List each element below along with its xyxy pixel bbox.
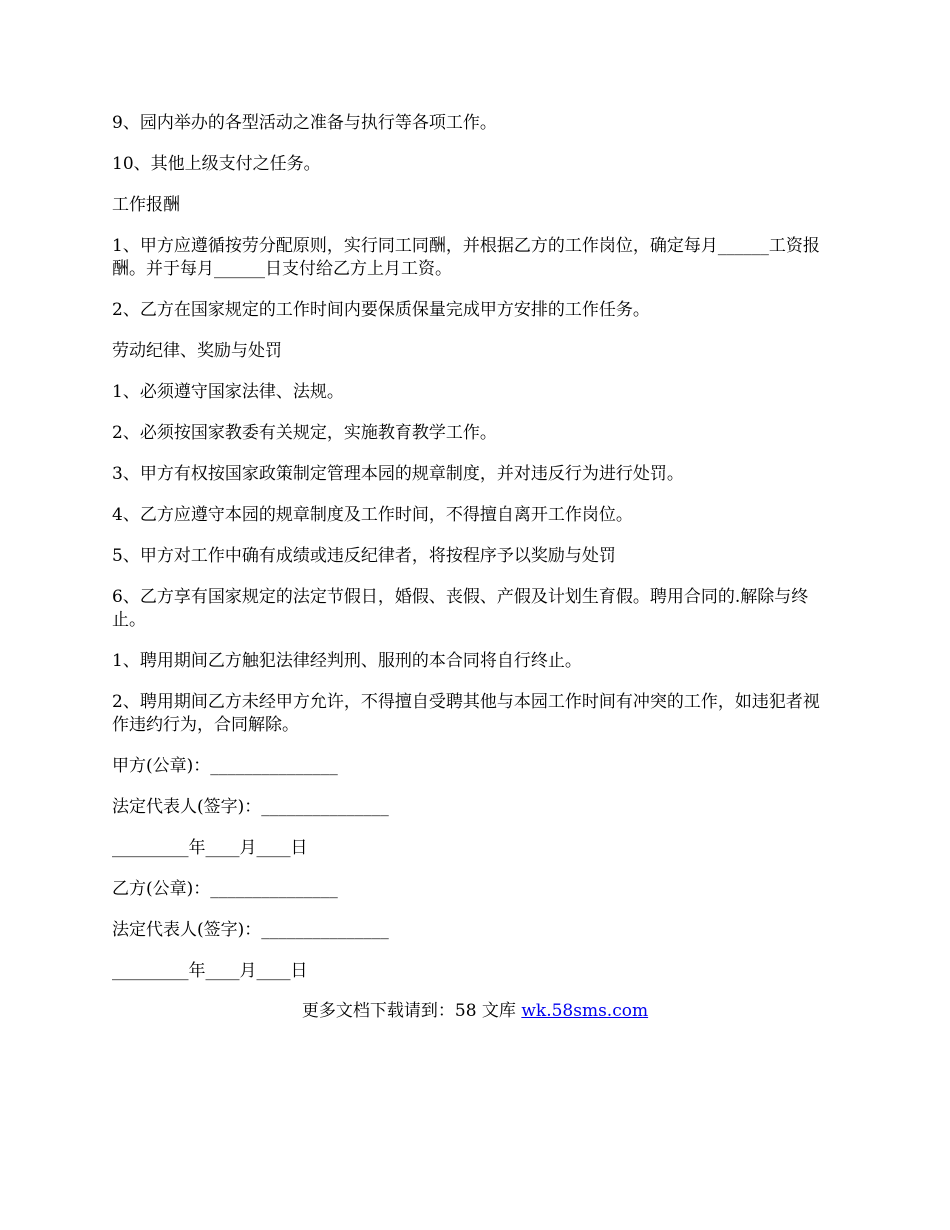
party-a-seal-line: 甲方(公章)：_______________ bbox=[112, 756, 338, 776]
clause-10-other-tasks: 10、其他上级支付之任务。 bbox=[112, 154, 321, 174]
footer-text: 更多文档下载请到：58 文库 bbox=[301, 1001, 522, 1021]
download-footer bbox=[0, 1000, 950, 1023]
discipline-clause-5: 5、甲方对工作中确有成绩或违反纪律者，将按程序予以奖励与处罚 bbox=[112, 546, 616, 566]
clause-9-activities: 9、园内举办的各型活动之准备与执行等各项工作。 bbox=[112, 113, 497, 133]
remuneration-clause-1: 1、甲方应遵循按劳分配原则，实行同工同酬，并根据乙方的工作岗位，确定每月______工资报酬。并于每月______日支付给乙方上月工资。 bbox=[112, 236, 820, 279]
discipline-clause-2: 2、必须按国家教委有关规定，实施教育教学工作。 bbox=[112, 423, 497, 443]
discipline-clause-6: 6、乙方享有国家规定的法定节假日，婚假、丧假、产假及计划生育假。聘用合同的.解除与终止。 bbox=[112, 587, 809, 630]
section-heading-remuneration: 工作报酬 bbox=[112, 195, 180, 215]
section-heading-discipline: 劳动纪律、奖励与处罚 bbox=[112, 341, 282, 361]
termination-clause-2: 2、聘用期间乙方未经甲方允许，不得擅自受聘其他与本园工作时间有冲突的工作，如违犯者视作违约行为，合同解除。 bbox=[112, 692, 820, 735]
discipline-clause-1: 1、必须遵守国家法律、法规。 bbox=[112, 382, 344, 402]
termination-clause-1: 1、聘用期间乙方触犯法律经判刑、服刑的本合同将自行终止。 bbox=[112, 651, 582, 671]
party-a-date-line: _________年____月____日 bbox=[112, 838, 308, 858]
discipline-clause-3: 3、甲方有权按国家政策制定管理本园的规章制度，并对违反行为进行处罚。 bbox=[112, 464, 684, 484]
footer-site-link[interactable]: wk.58sms.com bbox=[521, 1001, 649, 1021]
party-a-representative-line: 法定代表人(签字)：_______________ bbox=[112, 797, 389, 817]
party-b-representative-line: 法定代表人(签字)：_______________ bbox=[112, 920, 389, 940]
document-body bbox=[112, 112, 832, 1001]
discipline-clause-4: 4、乙方应遵守本园的规章制度及工作时间，不得擅自离开工作岗位。 bbox=[112, 505, 633, 525]
party-b-seal-line: 乙方(公章)：_______________ bbox=[112, 879, 338, 899]
remuneration-clause-2: 2、乙方在国家规定的工作时间内要保质保量完成甲方安排的工作任务。 bbox=[112, 300, 650, 320]
party-b-date-line: _________年____月____日 bbox=[112, 961, 308, 981]
